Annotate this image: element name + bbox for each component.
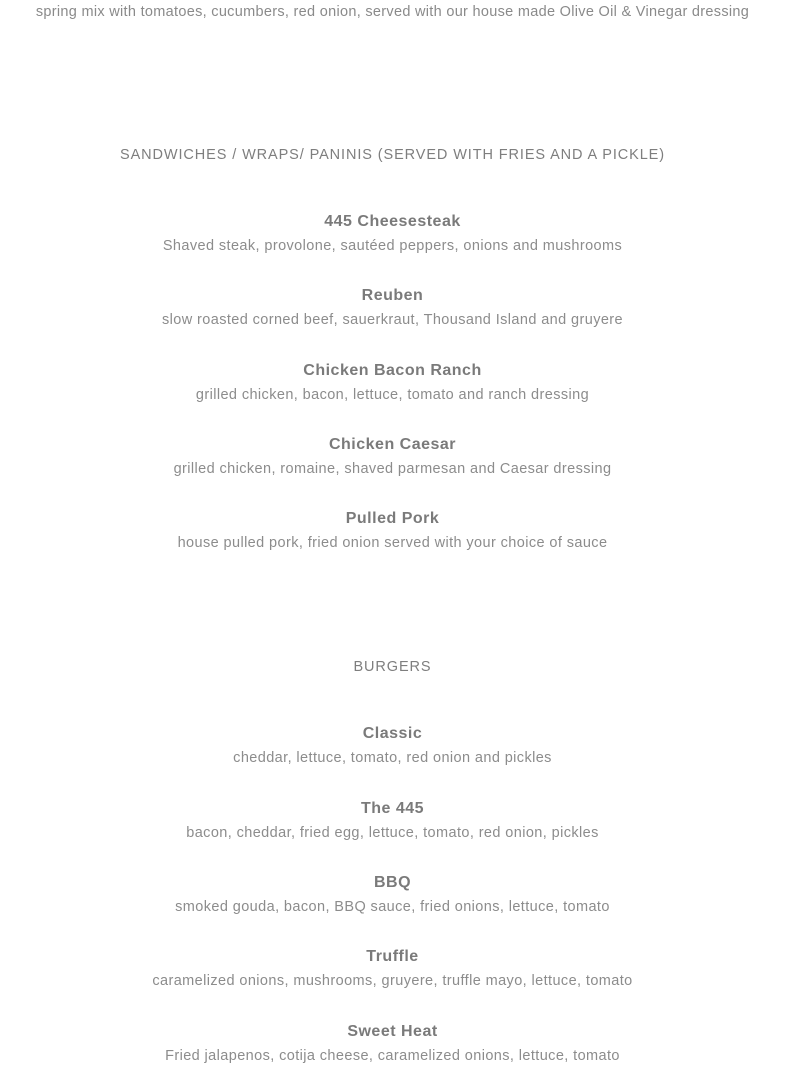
menu-item-name: Sweet Heat	[347, 1023, 438, 1040]
menu-item	[0, 361, 785, 405]
menu-item-description: smoked gouda, bacon, BBQ sauce, fried onions, lettuce, tomato	[175, 899, 610, 915]
menu-item-description: grilled chicken, romaine, shaved parmesan and Caesar dressing	[173, 461, 612, 477]
menu-item-name: Truffle	[366, 948, 419, 965]
menu-item-name: Chicken Caesar	[328, 436, 457, 453]
menu-item	[0, 799, 785, 843]
menu-item	[0, 947, 785, 991]
menu-item-description: slow roasted corned beef, sauerkraut, Thousand Island and gruyere	[162, 312, 623, 328]
menu-item-name: 445 Cheesesteak	[324, 213, 461, 230]
menu-item-description: cheddar, lettuce, tomato, red onion and pickles	[233, 750, 552, 766]
menu-item-description: Shaved steak, provolone, sautéed peppers, onions and mushrooms	[162, 238, 623, 254]
menu-item-name: Classic	[362, 725, 423, 742]
menu-item-description: house pulled pork, fried onion served with your choice of sauce	[177, 535, 608, 551]
menu-item	[0, 873, 785, 917]
menu-item-name: BBQ	[373, 874, 412, 891]
salad-description: spring mix with tomatoes, cucumbers, red onion, served with our house made Olive Oil & Vinegar dressing	[35, 4, 750, 20]
menu-item-description: bacon, cheddar, fried egg, lettuce, tomato, red onion, pickles	[186, 825, 599, 841]
menu-item-description: Fried jalapenos, cotija cheese, caramelized onions, lettuce, tomato	[165, 1048, 620, 1064]
menu-item	[0, 212, 785, 256]
menu-item	[0, 1022, 785, 1066]
menu-item-name: Chicken Bacon Ranch	[303, 362, 482, 379]
menu-item-name: Reuben	[361, 287, 424, 304]
section-title-burgers: BURGERS	[353, 659, 432, 675]
menu-item	[0, 724, 785, 768]
menu-item-name: The 445	[360, 800, 425, 817]
menu-item	[0, 509, 785, 553]
menu-item-description: caramelized onions, mushrooms, gruyere, truffle mayo, lettuce, tomato	[152, 973, 633, 989]
section-title-sandwiches: SANDWICHES / WRAPS/ PANINIS (SERVED WITH FRIES AND A PICKLE)	[120, 147, 665, 163]
menu-item	[0, 286, 785, 330]
menu-item	[0, 435, 785, 479]
menu-item-name: Pulled Pork	[345, 510, 440, 527]
menu-item-description: grilled chicken, bacon, lettuce, tomato and ranch dressing	[195, 387, 590, 403]
